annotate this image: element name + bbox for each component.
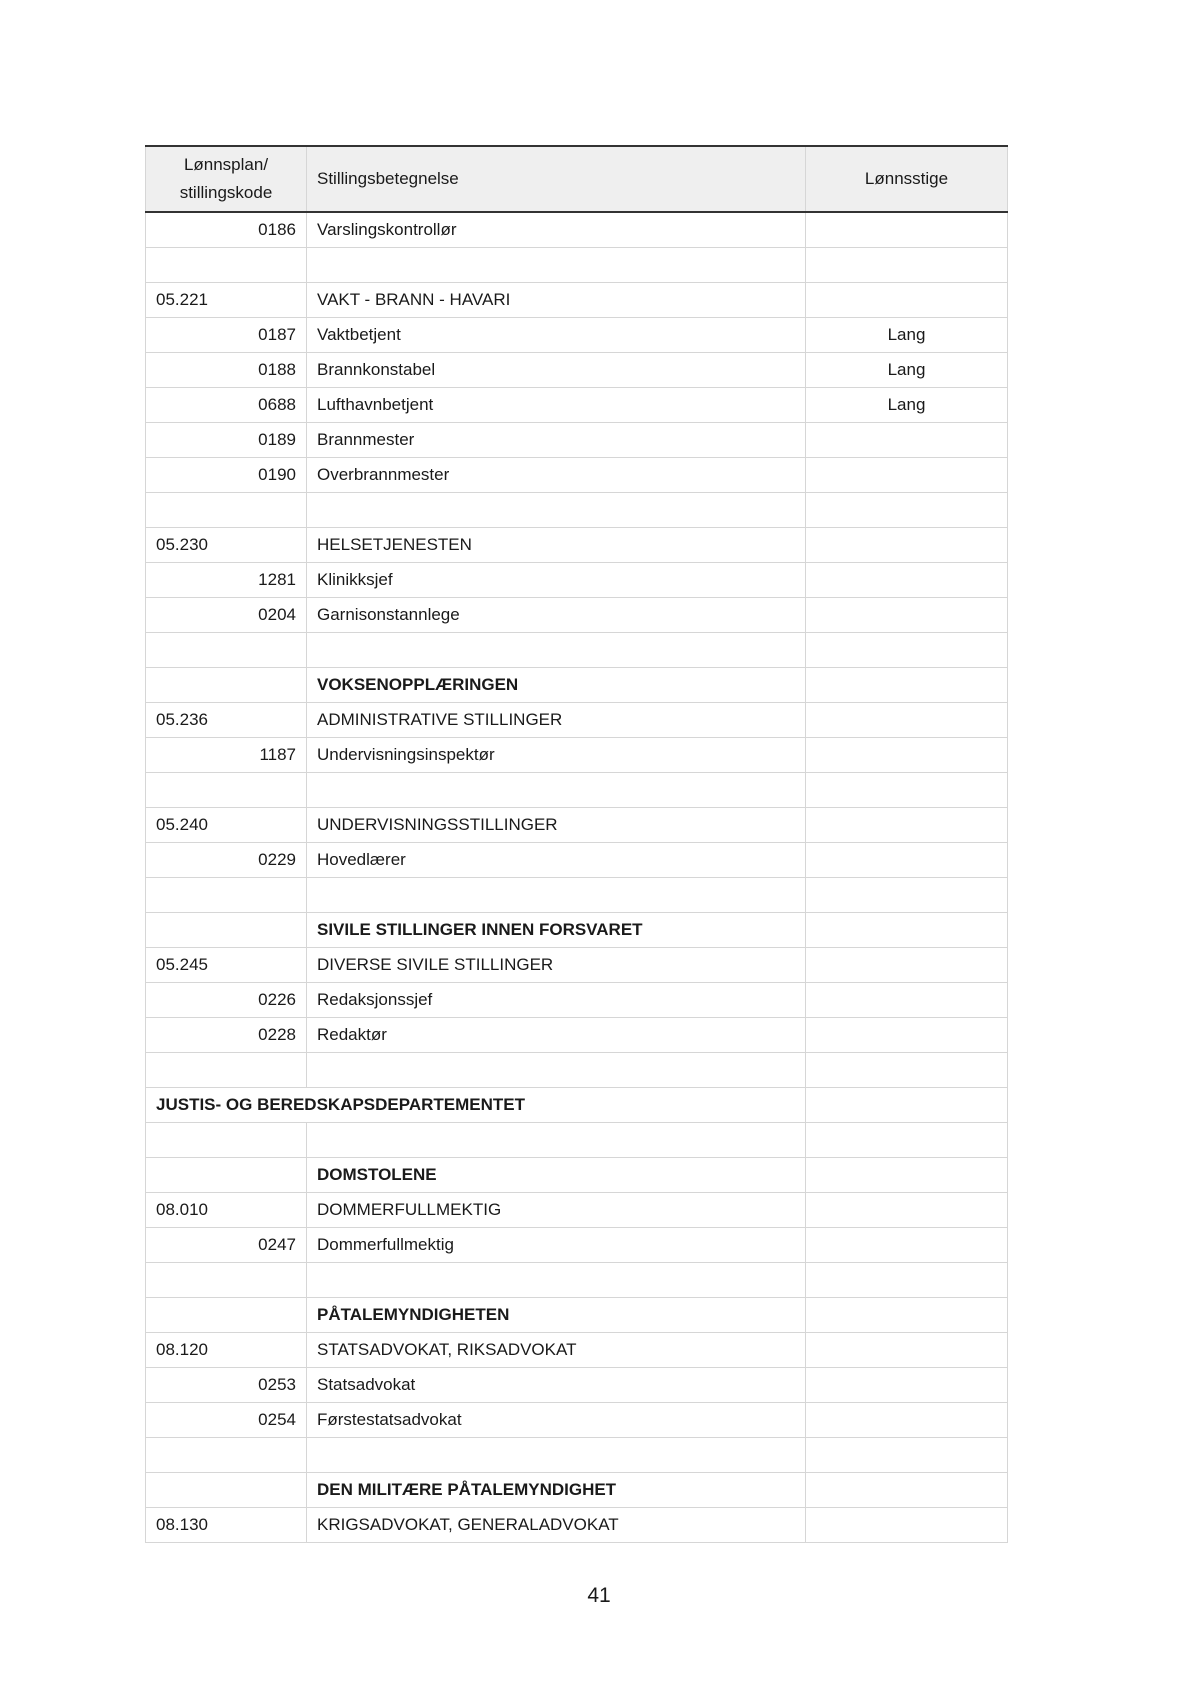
title-cell: Undervisningsinspektør bbox=[307, 738, 806, 773]
code-cell bbox=[146, 493, 307, 528]
title-cell: Brannkonstabel bbox=[307, 353, 806, 388]
title-cell: DOMSTOLENE bbox=[307, 1158, 806, 1193]
table-row bbox=[146, 248, 1008, 283]
ladder-cell: Lang bbox=[806, 353, 1008, 388]
title-cell bbox=[307, 248, 806, 283]
table-row bbox=[146, 212, 1008, 248]
code-cell bbox=[146, 1158, 307, 1193]
code-cell: 0190 bbox=[146, 458, 307, 493]
table-header bbox=[146, 146, 1008, 212]
code-cell: 0186 bbox=[146, 212, 307, 248]
title-cell bbox=[307, 1053, 806, 1088]
code-cell: 1281 bbox=[146, 563, 307, 598]
code-cell bbox=[146, 1473, 307, 1508]
title-cell: VOKSENOPPLÆRINGEN bbox=[307, 668, 806, 703]
table-row bbox=[146, 878, 1008, 913]
table-row bbox=[146, 493, 1008, 528]
table-row bbox=[146, 1473, 1008, 1508]
ladder-cell bbox=[806, 1158, 1008, 1193]
ladder-cell bbox=[806, 458, 1008, 493]
ladder-cell bbox=[806, 1263, 1008, 1298]
ladder-cell bbox=[806, 983, 1008, 1018]
code-cell: 08.010 bbox=[146, 1193, 307, 1228]
ladder-cell bbox=[806, 1403, 1008, 1438]
ladder-cell bbox=[806, 808, 1008, 843]
ladder-cell bbox=[806, 528, 1008, 563]
ladder-cell bbox=[806, 212, 1008, 248]
code-cell: 08.120 bbox=[146, 1333, 307, 1368]
table-row bbox=[146, 1123, 1008, 1158]
code-cell: 0688 bbox=[146, 388, 307, 423]
code-cell: 05.230 bbox=[146, 528, 307, 563]
ladder-cell bbox=[806, 1228, 1008, 1263]
ladder-cell bbox=[806, 843, 1008, 878]
salary-table bbox=[145, 145, 1008, 1543]
page-number: 41 bbox=[587, 1584, 611, 1607]
ladder-cell bbox=[806, 668, 1008, 703]
title-cell bbox=[307, 1263, 806, 1298]
title-cell: Redaktør bbox=[307, 1018, 806, 1053]
title-cell: Vaktbetjent bbox=[307, 318, 806, 353]
ladder-cell bbox=[806, 948, 1008, 983]
title-cell: Klinikksjef bbox=[307, 563, 806, 598]
table-row bbox=[146, 353, 1008, 388]
code-cell: 05.240 bbox=[146, 808, 307, 843]
ladder-cell bbox=[806, 423, 1008, 458]
table-row bbox=[146, 1158, 1008, 1193]
header-code-line2: stillingskode bbox=[179, 183, 273, 202]
code-cell bbox=[146, 1263, 307, 1298]
table-row bbox=[146, 948, 1008, 983]
title-cell: Lufthavnbetjent bbox=[307, 388, 806, 423]
title-cell bbox=[307, 878, 806, 913]
table-row bbox=[146, 913, 1008, 948]
ladder-cell bbox=[806, 773, 1008, 808]
code-cell: 0229 bbox=[146, 843, 307, 878]
title-cell: Dommerfullmektig bbox=[307, 1228, 806, 1263]
table-row bbox=[146, 598, 1008, 633]
title-cell: UNDERVISNINGSSTILLINGER bbox=[307, 808, 806, 843]
header-code bbox=[146, 146, 307, 212]
table-row bbox=[146, 843, 1008, 878]
table-row bbox=[146, 1018, 1008, 1053]
table-row bbox=[146, 283, 1008, 318]
code-cell bbox=[146, 1123, 307, 1158]
table-row bbox=[146, 633, 1008, 668]
ladder-cell bbox=[806, 1298, 1008, 1333]
code-cell: 05.245 bbox=[146, 948, 307, 983]
code-cell: 0187 bbox=[146, 318, 307, 353]
code-cell bbox=[146, 1053, 307, 1088]
title-cell: Hovedlærer bbox=[307, 843, 806, 878]
title-cell bbox=[307, 773, 806, 808]
table-row bbox=[146, 528, 1008, 563]
table-row bbox=[146, 1088, 1008, 1123]
ladder-cell bbox=[806, 1053, 1008, 1088]
ladder-cell bbox=[806, 1438, 1008, 1473]
title-cell: DIVERSE SIVILE STILLINGER bbox=[307, 948, 806, 983]
table-body bbox=[146, 212, 1008, 1543]
ladder-cell: Lang bbox=[806, 318, 1008, 353]
title-cell: Garnisonstannlege bbox=[307, 598, 806, 633]
code-cell: 0188 bbox=[146, 353, 307, 388]
code-cell: 05.236 bbox=[146, 703, 307, 738]
table-row bbox=[146, 458, 1008, 493]
table-row bbox=[146, 983, 1008, 1018]
ladder-cell bbox=[806, 878, 1008, 913]
table-row bbox=[146, 738, 1008, 773]
table-row bbox=[146, 1228, 1008, 1263]
title-cell: SIVILE STILLINGER INNEN FORSVARET bbox=[307, 913, 806, 948]
title-cell: STATSADVOKAT, RIKSADVOKAT bbox=[307, 1333, 806, 1368]
ladder-cell bbox=[806, 598, 1008, 633]
code-cell bbox=[146, 1298, 307, 1333]
title-cell: Redaksjonssjef bbox=[307, 983, 806, 1018]
table-row bbox=[146, 1368, 1008, 1403]
ladder-cell bbox=[806, 633, 1008, 668]
title-cell: Brannmester bbox=[307, 423, 806, 458]
title-cell: Statsadvokat bbox=[307, 1368, 806, 1403]
table-row bbox=[146, 1263, 1008, 1298]
table-row bbox=[146, 1193, 1008, 1228]
ladder-cell bbox=[806, 1193, 1008, 1228]
code-cell bbox=[146, 1438, 307, 1473]
ladder-cell bbox=[806, 1123, 1008, 1158]
title-cell: VAKT - BRANN - HAVARI bbox=[307, 283, 806, 318]
code-cell: 08.130 bbox=[146, 1508, 307, 1543]
code-cell: 1187 bbox=[146, 738, 307, 773]
code-cell: 0189 bbox=[146, 423, 307, 458]
code-cell: 0226 bbox=[146, 983, 307, 1018]
title-cell: Varslingskontrollør bbox=[307, 212, 806, 248]
ladder-cell bbox=[806, 248, 1008, 283]
table-row bbox=[146, 388, 1008, 423]
table-row bbox=[146, 1333, 1008, 1368]
header-title: Stillingsbetegnelse bbox=[307, 146, 806, 212]
code-cell bbox=[146, 913, 307, 948]
title-cell bbox=[307, 493, 806, 528]
title-cell: PÅTALEMYNDIGHETEN bbox=[307, 1298, 806, 1333]
title-cell: DEN MILITÆRE PÅTALEMYNDIGHET bbox=[307, 1473, 806, 1508]
ladder-cell bbox=[806, 493, 1008, 528]
code-cell: 05.221 bbox=[146, 283, 307, 318]
header-ladder: Lønnsstige bbox=[806, 146, 1008, 212]
title-cell: ADMINISTRATIVE STILLINGER bbox=[307, 703, 806, 738]
ladder-cell bbox=[806, 738, 1008, 773]
table-row bbox=[146, 668, 1008, 703]
table-row bbox=[146, 1438, 1008, 1473]
ladder-cell bbox=[806, 283, 1008, 318]
title-cell: DOMMERFULLMEKTIG bbox=[307, 1193, 806, 1228]
code-cell bbox=[146, 248, 307, 283]
code-cell: 0228 bbox=[146, 1018, 307, 1053]
ladder-cell bbox=[806, 1088, 1008, 1123]
code-cell: 0247 bbox=[146, 1228, 307, 1263]
department-heading: JUSTIS- OG BEREDSKAPSDEPARTEMENTET bbox=[146, 1088, 806, 1123]
title-cell bbox=[307, 1438, 806, 1473]
table-row bbox=[146, 1508, 1008, 1543]
title-cell: Førstestatsadvokat bbox=[307, 1403, 806, 1438]
table-row bbox=[146, 1053, 1008, 1088]
table-row bbox=[146, 318, 1008, 353]
ladder-cell bbox=[806, 1333, 1008, 1368]
ladder-cell bbox=[806, 1368, 1008, 1403]
title-cell bbox=[307, 1123, 806, 1158]
ladder-cell bbox=[806, 913, 1008, 948]
title-cell bbox=[307, 633, 806, 668]
table-row bbox=[146, 703, 1008, 738]
code-cell: 0253 bbox=[146, 1368, 307, 1403]
ladder-cell bbox=[806, 1018, 1008, 1053]
code-cell: 0254 bbox=[146, 1403, 307, 1438]
code-cell bbox=[146, 633, 307, 668]
header-code-line1: Lønnsplan/ bbox=[183, 155, 269, 174]
table-row bbox=[146, 1403, 1008, 1438]
ladder-cell: Lang bbox=[806, 388, 1008, 423]
table-row bbox=[146, 423, 1008, 458]
code-cell: 0204 bbox=[146, 598, 307, 633]
ladder-cell bbox=[806, 1508, 1008, 1543]
title-cell: HELSETJENESTEN bbox=[307, 528, 806, 563]
table-row bbox=[146, 773, 1008, 808]
table-row bbox=[146, 808, 1008, 843]
header-row bbox=[146, 146, 1008, 212]
code-cell bbox=[146, 878, 307, 913]
ladder-cell bbox=[806, 1473, 1008, 1508]
code-cell bbox=[146, 773, 307, 808]
table-row bbox=[146, 563, 1008, 598]
title-cell: Overbrannmester bbox=[307, 458, 806, 493]
code-cell bbox=[146, 668, 307, 703]
ladder-cell bbox=[806, 703, 1008, 738]
table-row bbox=[146, 1298, 1008, 1333]
title-cell: KRIGSADVOKAT, GENERALADVOKAT bbox=[307, 1508, 806, 1543]
ladder-cell bbox=[806, 563, 1008, 598]
